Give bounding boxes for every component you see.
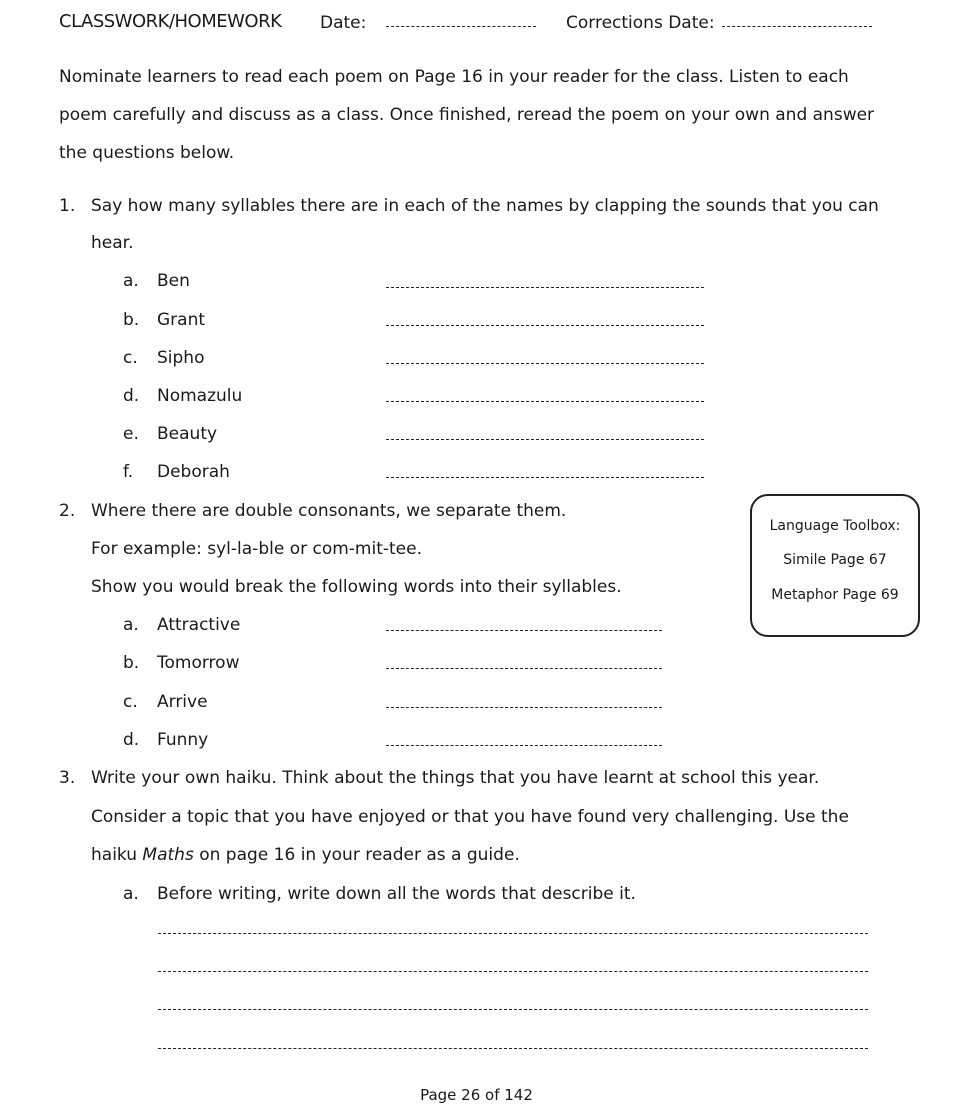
q3-writing-line[interactable] — [158, 933, 868, 934]
q1-answer-line[interactable] — [386, 325, 704, 326]
corrections-date-field[interactable] — [722, 26, 872, 27]
q2-item-word: Arrive — [157, 692, 208, 712]
q1-number: 1. — [59, 196, 76, 216]
q1-item-word: Deborah — [157, 462, 230, 482]
q1-item-letter: c. — [123, 348, 138, 368]
q2-text-line-2: For example: syl-la-ble or com-mit-tee. — [91, 539, 423, 559]
q1-answer-line[interactable] — [386, 287, 704, 288]
q2-answer-line[interactable] — [386, 668, 662, 669]
q2-answer-line[interactable] — [386, 707, 662, 708]
q1-item-letter: a. — [123, 271, 139, 291]
toolbox-title: Language Toolbox: — [769, 518, 901, 534]
q2-item-word: Attractive — [157, 615, 241, 635]
worksheet-title: CLASSWORK/HOMEWORK — [59, 11, 282, 32]
q1-item-letter: f. — [123, 462, 134, 482]
page-number: Page 26 of 142 — [420, 1086, 533, 1104]
q1-text-line-1: Say how many syllables there are in each of the names by clapping the sounds that you can — [91, 196, 879, 216]
q3-number: 3. — [59, 768, 76, 788]
q3-text-line-1: Write your own haiku. Think about the things that you have learnt at school this year. — [91, 768, 820, 788]
intro-line-1: Nominate learners to read each poem on Page 16 in your reader for the class. Listen to each — [59, 67, 849, 87]
q2-item-letter: a. — [123, 615, 139, 635]
intro-line-2: poem carefully and discuss as a class. Once finished, reread the poem on your own and answer — [59, 105, 875, 125]
toolbox-metaphor: Metaphor Page 69 — [771, 587, 899, 603]
q1-answer-line[interactable] — [386, 363, 704, 364]
q3-sub-text: Before writing, write down all the words that describe it. — [157, 884, 636, 904]
q3-writing-line[interactable] — [158, 1048, 868, 1049]
q3-line3-title: Maths — [142, 845, 194, 865]
q1-item-letter: e. — [123, 424, 139, 444]
q2-answer-line[interactable] — [386, 745, 662, 746]
intro-line-3: the questions below. — [59, 143, 235, 163]
q3-writing-line[interactable] — [158, 1009, 868, 1010]
q1-answer-line[interactable] — [386, 477, 704, 478]
q1-item-letter: b. — [123, 310, 140, 330]
q1-item-letter: d. — [123, 386, 140, 406]
q2-number: 2. — [59, 501, 76, 521]
q1-item-word: Ben — [157, 271, 190, 291]
q2-text-line-1: Where there are double consonants, we separate them. — [91, 501, 567, 521]
q2-item-letter: d. — [123, 730, 140, 750]
toolbox-simile: Simile Page 67 — [783, 552, 887, 568]
q2-text-line-3: Show you would break the following words into their syllables. — [91, 577, 622, 597]
q1-answer-line[interactable] — [386, 439, 704, 440]
q3-text-line-2: Consider a topic that you have enjoyed or that you have found very challenging. Use the — [91, 807, 849, 827]
q2-item-word: Funny — [157, 730, 209, 750]
q2-item-letter: c. — [123, 692, 138, 712]
q1-item-word: Grant — [157, 310, 206, 330]
corrections-date-label: Corrections Date: — [566, 13, 715, 33]
q2-item-letter: b. — [123, 653, 140, 673]
q1-item-word: Nomazulu — [157, 386, 243, 406]
date-field[interactable] — [386, 26, 536, 27]
q1-answer-line[interactable] — [386, 401, 704, 402]
q3-sub-letter: a. — [123, 884, 139, 904]
q1-item-word: Beauty — [157, 424, 218, 444]
language-toolbox — [750, 494, 920, 637]
q2-answer-line[interactable] — [386, 630, 662, 631]
q3-line3-before: haiku — [91, 845, 143, 865]
q1-item-word: Sipho — [157, 348, 205, 368]
date-label: Date: — [320, 13, 367, 33]
q3-line3-after: on page 16 in your reader as a guide. — [193, 845, 520, 865]
q2-item-word: Tomorrow — [157, 653, 240, 673]
q3-text-line-3 — [91, 844, 520, 866]
q1-text-line-2: hear. — [91, 233, 134, 253]
q3-writing-line[interactable] — [158, 971, 868, 972]
